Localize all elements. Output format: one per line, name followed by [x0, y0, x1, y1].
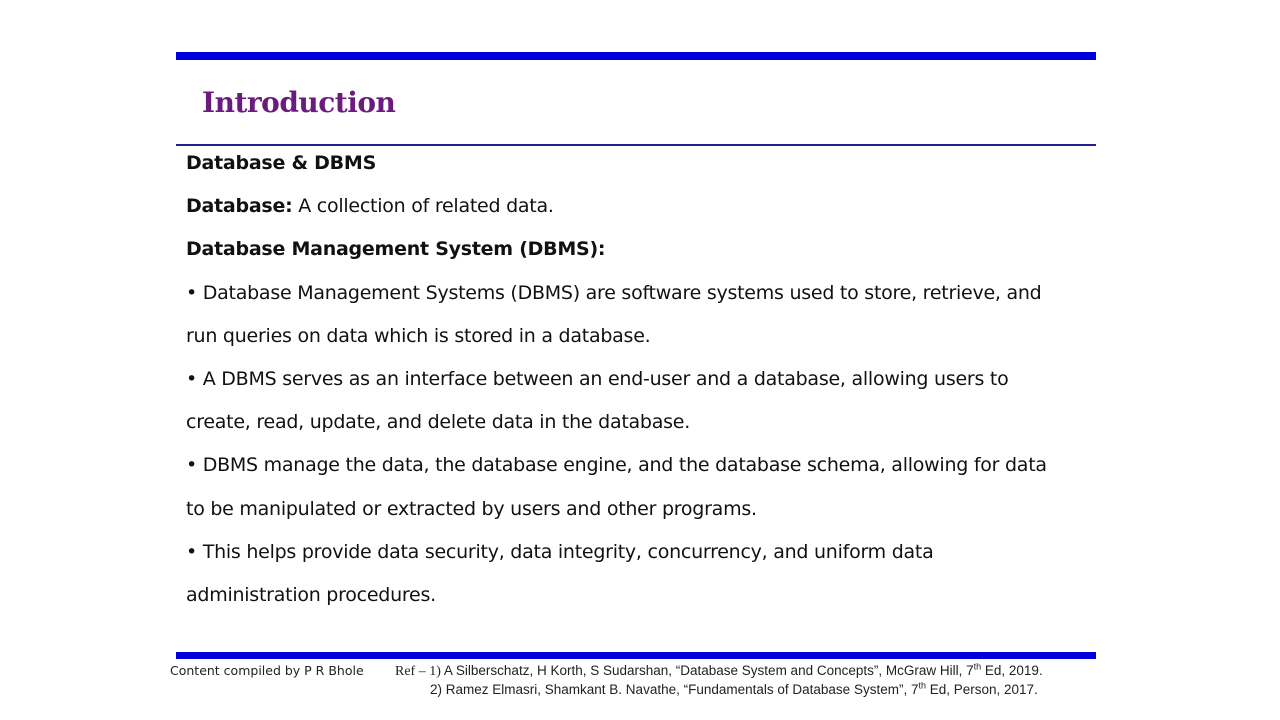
- dbms-heading: Database Management System (DBMS):: [186, 238, 606, 261]
- body-line: • A DBMS serves as an interface between an end-user and a database, allowing users to: [186, 367, 1009, 390]
- database-definition: [186, 191, 1086, 234]
- body-line: run queries on data which is stored in a database.: [186, 324, 651, 347]
- reference-1-end: Ed, 2019.: [981, 663, 1043, 678]
- top-accent-bar: [176, 52, 1096, 60]
- reference-2-sup: th: [918, 680, 926, 691]
- body-line: administration procedures.: [186, 583, 436, 606]
- bottom-accent-bar: [176, 652, 1096, 659]
- title-divider: [176, 144, 1096, 146]
- footer-credit: Content compiled by P R Bhole: [170, 663, 364, 678]
- slide-title: Introduction: [202, 86, 396, 119]
- reference-2-end: Ed, Person, 2017.: [925, 682, 1038, 697]
- body-line: • This helps provide data security, data integrity, concurrency, and uniform data: [186, 540, 934, 563]
- body-line: • Database Management Systems (DBMS) are software systems used to store, retrieve, and: [186, 281, 1042, 304]
- slide-content: [186, 148, 1086, 623]
- reference-2: [395, 681, 1043, 699]
- footer-references: [395, 662, 1043, 699]
- reference-1-text: A Silberschatz, H Korth, S Sudarshan, “Database System and Concepts”, McGraw Hill, 7: [440, 663, 974, 678]
- section-heading: Database & DBMS: [186, 152, 377, 174]
- reference-1-sup: th: [973, 661, 982, 672]
- reference-2-text: 2) Ramez Elmasri, Shamkant B. Navathe, “Fundamentals of Database System”, 7: [430, 682, 919, 697]
- body-line: to be manipulated or extracted by users and other programs.: [186, 497, 757, 520]
- database-label: Database:: [186, 195, 293, 218]
- body-line: create, read, update, and delete data in the database.: [186, 411, 691, 434]
- reference-1: [395, 662, 1043, 681]
- database-definition-text: A collection of related data.: [292, 195, 554, 218]
- reference-tag: Ref – 1): [395, 664, 441, 679]
- body-line: • DBMS manage the data, the database engine, and the database schema, allowing for data: [186, 454, 1047, 477]
